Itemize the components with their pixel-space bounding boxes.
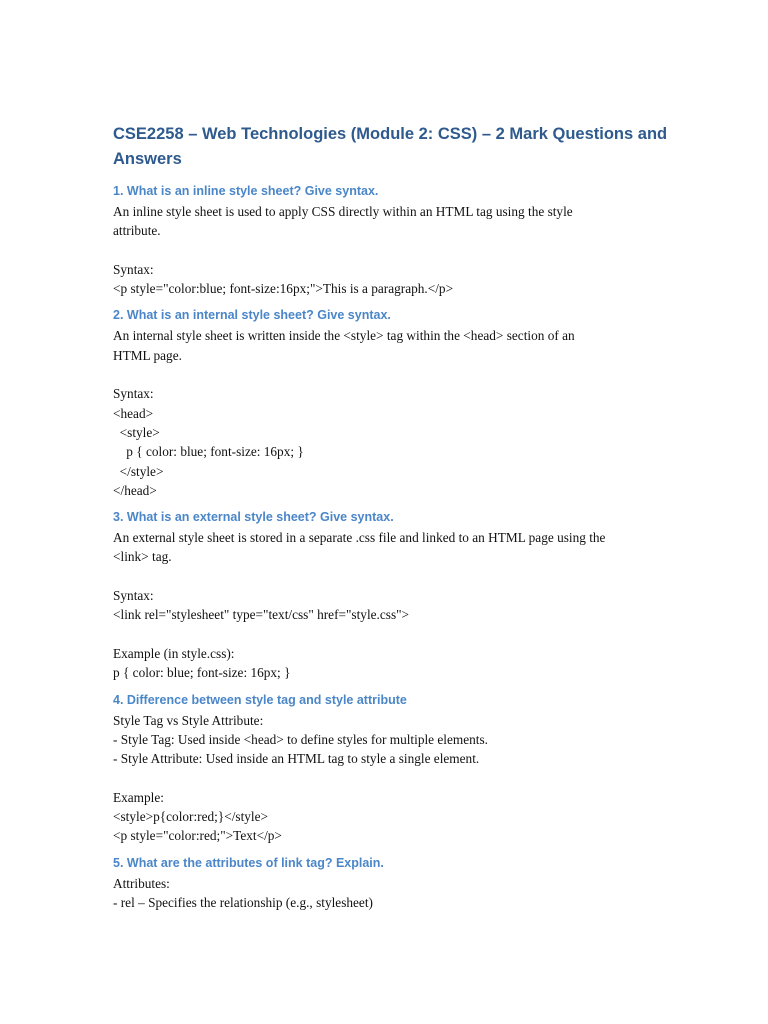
section-spacer bbox=[113, 683, 673, 691]
qa-section bbox=[113, 854, 673, 921]
section-spacer bbox=[113, 846, 673, 854]
document-title: CSE2258 – Web Technologies (Module 2: CSS) – 2 Mark Questions and Answers bbox=[113, 125, 668, 168]
answer-line: - Style Attribute: Used inside an HTML tag to style a single element. bbox=[113, 751, 480, 767]
question-heading: 2. What is an internal style sheet? Give syntax. bbox=[113, 308, 391, 323]
answer-line: <link> tag. bbox=[113, 549, 172, 565]
answer-line: <head> bbox=[113, 405, 154, 421]
blank-line bbox=[113, 625, 673, 644]
qa-section bbox=[113, 508, 673, 690]
answer-line: Style Tag vs Style Attribute: bbox=[113, 712, 264, 728]
answer-line: An external style sheet is stored in a separate .css file and linked to an HTML page using the bbox=[113, 530, 606, 546]
answer-line: - rel – Specifies the relationship (e.g., stylesheet) bbox=[113, 894, 373, 910]
question-heading: 1. What is an inline style sheet? Give syntax. bbox=[113, 184, 379, 198]
blank-line bbox=[113, 241, 673, 260]
section-spacer bbox=[113, 912, 673, 920]
blank-line bbox=[113, 768, 673, 787]
answer-line: <style> bbox=[113, 424, 160, 440]
answer-line: HTML page. bbox=[113, 347, 182, 363]
question-heading: 5. What are the attributes of link tag? Explain. bbox=[113, 855, 384, 870]
qa-section bbox=[113, 691, 673, 854]
answer-line: <link rel="stylesheet" type="text/css" href="style.css"> bbox=[113, 607, 410, 623]
document-page bbox=[113, 122, 673, 920]
question-heading: 3. What is an external style sheet? Give syntax. bbox=[113, 510, 394, 525]
answer-line: </style> bbox=[113, 463, 164, 479]
answer-line: Attributes: bbox=[113, 875, 170, 891]
answer-line: An internal style sheet is written inside the <style> tag within the <head> section of an bbox=[113, 328, 575, 344]
answer-line: Syntax: bbox=[113, 588, 154, 604]
question-heading: 4. Difference between style tag and style attribute bbox=[113, 692, 407, 707]
answer-line: p { color: blue; font-size: 16px; } bbox=[113, 444, 304, 460]
section-spacer bbox=[113, 298, 673, 306]
answer-line: An inline style sheet is used to apply CSS directly within an HTML tag using the style bbox=[113, 204, 573, 219]
blank-line bbox=[113, 365, 673, 384]
answer-line: <p style="color:blue; font-size:16px;">This is a paragraph.</p> bbox=[113, 281, 454, 297]
answer-line: p { color: blue; font-size: 16px; } bbox=[113, 665, 291, 681]
qa-section bbox=[113, 182, 673, 306]
section-spacer bbox=[113, 500, 673, 508]
blank-line bbox=[113, 567, 673, 586]
answer-line: Syntax: bbox=[113, 386, 154, 402]
answer-line: Syntax: bbox=[113, 261, 154, 277]
answer-line: <p style="color:red;">Text</p> bbox=[113, 828, 282, 844]
answer-line: - Style Tag: Used inside <head> to define styles for multiple elements. bbox=[113, 731, 488, 747]
answer-line: Example (in style.css): bbox=[113, 645, 235, 661]
answer-line: attribute. bbox=[113, 223, 161, 239]
answer-line: <style>p{color:red;}</style> bbox=[113, 809, 269, 825]
answer-line: Example: bbox=[113, 789, 164, 805]
qa-sections bbox=[113, 182, 673, 920]
qa-section bbox=[113, 306, 673, 508]
answer-line: </head> bbox=[113, 482, 157, 498]
